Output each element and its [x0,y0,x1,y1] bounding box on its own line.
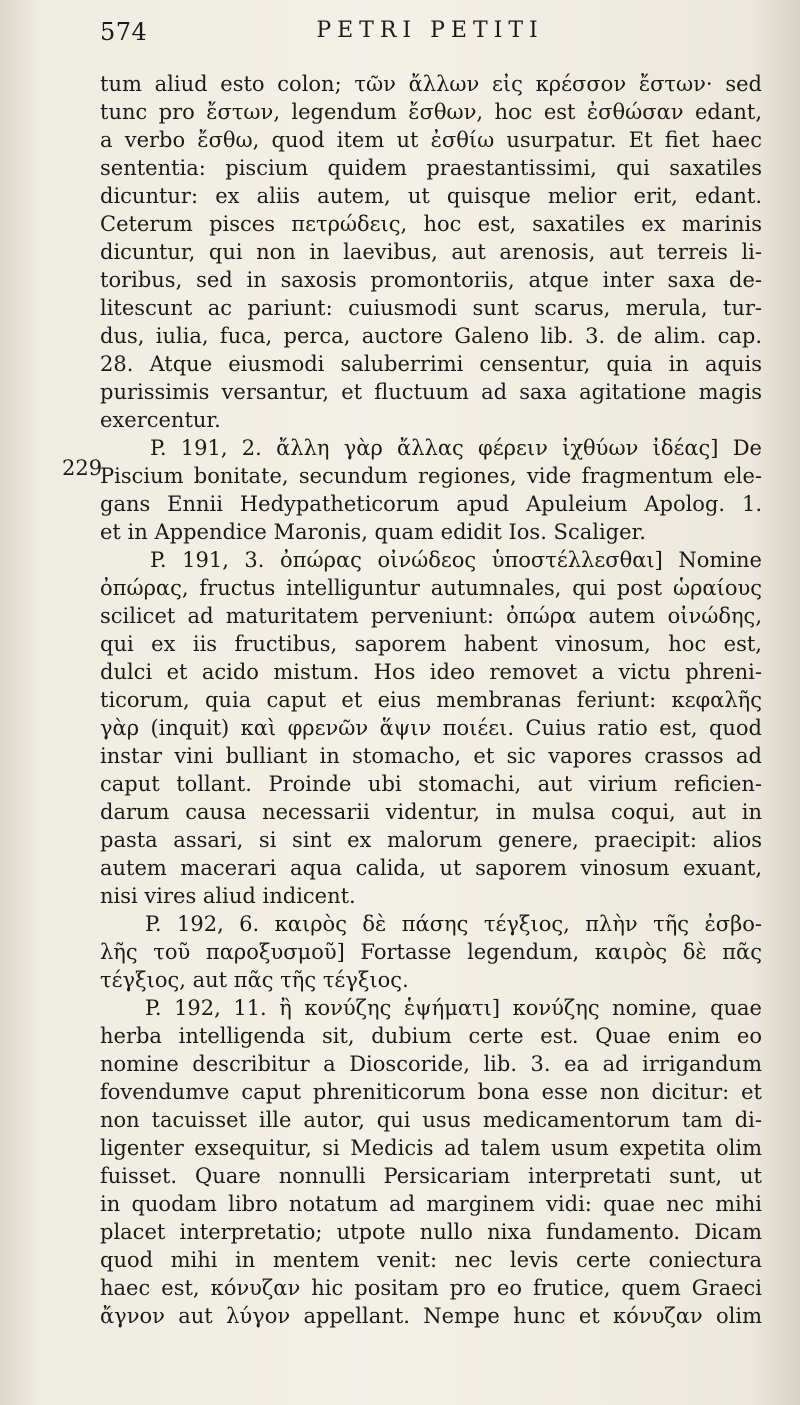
text-line: pasta assari, si sint ex malorum genere, praecipit: alios [100,828,762,852]
text-line: litescunt ac pariunt: cuiusmodi sunt scarus, merula, tur- [100,296,762,320]
text-line: caput tollant. Proinde ubi stomachi, aut virium reficien- [100,772,762,796]
text-line: nomine describitur a Dioscoride, lib. 3. ea ad irrigandum [100,1052,762,1076]
text-line: dicuntur: ex aliis autem, ut quisque melior erit, edant. [100,184,762,208]
text-line: ἄγνον aut λύγον appellant. Nempe hunc et κόνυζαν olim [100,1304,762,1328]
text-line: nisi vires aliud indicent. [100,884,356,908]
text-line: Ceterum pisces πετρώδεις, hoc est, saxatiles ex marinis [100,212,762,236]
text-line: fovendumve caput phreniticorum bona esse non dicitur: et [100,1080,762,1104]
text-line: γὰρ (inquit) καὶ φρενῶν ἅψιν ποιέει. Cuius ratio est, quod [100,716,762,740]
text-line: instar vini bulliant in stomacho, et sic vapores crassos ad [100,744,762,768]
text-line: toribus, sed in saxosis promontoriis, atque inter saxa de- [100,268,762,292]
text-line: in quodam libro notatum ad marginem vidi: quae nec mihi [100,1192,762,1216]
text-line: tunc pro ἔστων, legendum ἔσθων, hoc est ἐσθώσαν edant, [100,100,762,124]
page-number: 574 [100,18,148,46]
text-line: dulci et acido mistum. Hos ideo removet a victu phreni- [100,660,762,684]
text-line: haec est, κόνυζαν hic positam pro eo frutice, quem Graeci [100,1276,762,1300]
text-line: quod mihi in mentem venit: nec levis certe coniectura [100,1248,762,1272]
text-line: sententia: piscium quidem praestantissimi, qui saxatiles [100,156,762,180]
text-line: tum aliud esto colon; τῶν ἄλλων εἰς κρέσσον ἔστων· sed [100,72,762,96]
running-title: PETRI PETITI [316,18,544,43]
text-line: P. 192, 6. καιρὸς δὲ πάσης τέγξιος, πλὴν τῆς ἐσβο- [145,912,762,936]
text-line: ligenter exsequitur, si Medicis ad talem usum expetita olim [100,1136,762,1160]
text-line: purissimis versantur, et fluctuum ad saxa agitatione magis [100,380,762,404]
text-line: herba intelligenda sit, dubium certe est. Quae enim eo [100,1024,762,1048]
text-line: ὀπώρας, fructus intelliguntur autumnales, qui post ὡραίους [100,576,762,600]
text-line: τέγξιος, aut πᾶς τῆς τέγξιος. [100,968,409,992]
text-line: dus, iulia, fuca, perca, auctore Galeno lib. 3. de alim. cap. [100,324,762,348]
text-line: gans Ennii Hedypatheticorum apud Apuleium Apolog. 1. [100,492,762,516]
body-text [100,70,762,1330]
text-line: a verbo ἔσθω, quod item ut ἐσθίω usurpatur. Et fiet haec [100,128,762,152]
text-line: ticorum, quia caput et eius membranas feriunt: κεφαλῆς [100,688,762,712]
text-line: dicuntur, qui non in laevibus, aut arenosis, aut terreis li- [100,240,762,264]
text-line: P. 191, 3. ὀπώρας οἰνώδεος ὑποστέλλεσθαι] Nomine [150,548,762,572]
text-line: et in Appendice Maronis, quam edidit Ios. Scaliger. [100,520,646,544]
text-line: Piscium bonitate, secundum regiones, vide fragmentum ele- [100,464,762,488]
text-line: P. 192, 11. ἢ κονύζης ἑψήματι] κονύζης nomine, quae [145,996,762,1020]
text-line: darum causa necessarii videntur, in mulsa coqui, aut in [100,800,762,824]
text-line: λῆς τοῦ παροξυσμοῦ] Fortasse legendum, καιρὸς δὲ πᾶς [100,940,762,964]
text-line: autem macerari aqua calida, ut saporem vinosum exuant, [100,856,762,880]
text-line: qui ex iis fructibus, saporem habent vinosum, hoc est, [100,632,762,656]
text-line: non tacuisset ille autor, qui usus medicamentorum tam di- [100,1108,762,1132]
text-line: 28. Atque eiusmodi saluberrimi censentur, quia in aquis [100,352,762,376]
text-line: fuisset. Quare nonnulli Persicariam interpretati sunt, ut [100,1164,762,1188]
margin-line-number: 229 [62,456,103,480]
text-line: P. 191, 2. ἄλλη γὰρ ἄλλας φέρειν ἰχθύων ἰδέας] De [150,436,762,460]
text-line: exercentur. [100,408,221,432]
text-line: scilicet ad maturitatem perveniunt: ὀπώρα autem οἰνώδης, [100,604,762,628]
text-line: placet interpretatio; utpote nullo nixa fundamento. Dicam [100,1220,762,1244]
page-header [100,14,760,50]
